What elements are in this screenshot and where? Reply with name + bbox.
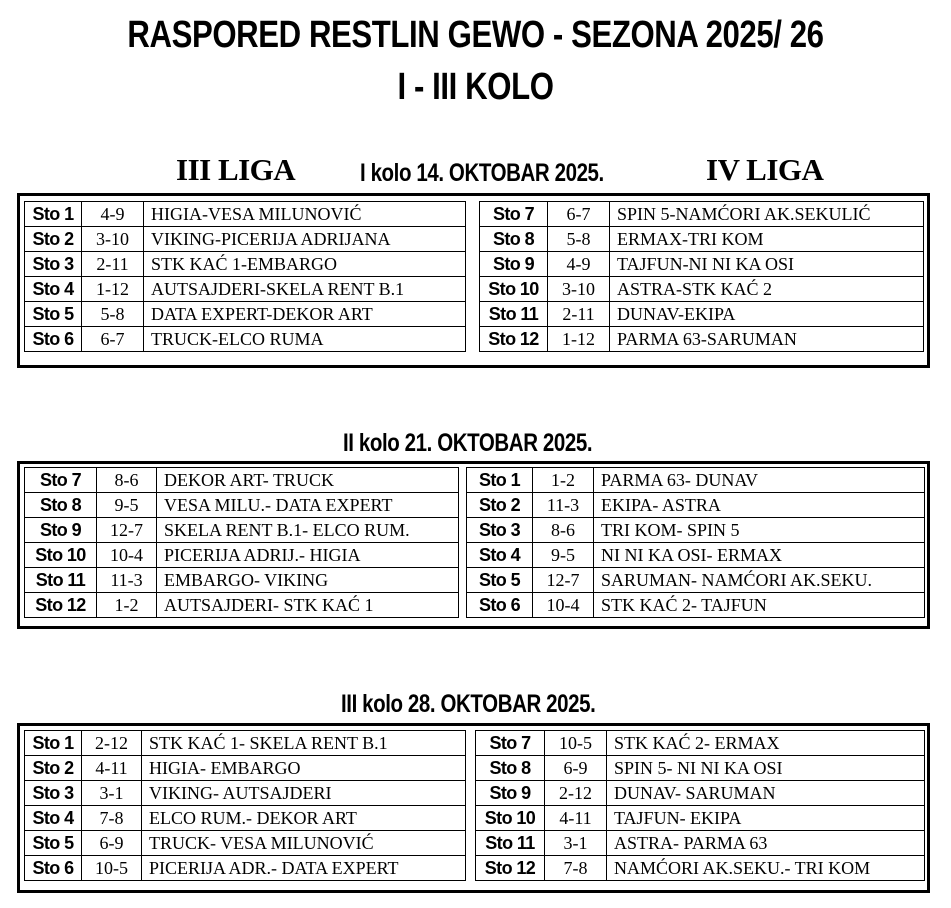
match-cell: SPIN 5- NI NI KA OSI (607, 756, 925, 781)
round-3-table (24, 730, 925, 881)
pairing-cell: 2-11 (82, 252, 144, 277)
pairing-cell: 1-2 (533, 468, 594, 493)
table-number-cell: Sto 5 (467, 568, 533, 593)
match-cell: AUTSAJDERI- STK KAĆ 1 (157, 593, 459, 618)
pairing-cell: 6-7 (82, 327, 144, 352)
table-number-cell: Sto 2 (25, 227, 82, 252)
match-cell: PICERIJA ADRIJ.- HIGIA (157, 543, 459, 568)
pairing-cell: 8-6 (97, 468, 157, 493)
pairing-cell: 3-10 (82, 227, 144, 252)
match-cell: TRUCK-ELCO RUMA (144, 327, 466, 352)
table-number-cell: Sto 12 (476, 856, 545, 881)
table-number-cell: Sto 6 (25, 327, 82, 352)
pairing-cell: 2-12 (82, 731, 142, 756)
match-cell: VESA MILU.- DATA EXPERT (157, 493, 459, 518)
table-number-cell: Sto 2 (467, 493, 533, 518)
pairing-cell: 1-2 (97, 593, 157, 618)
match-cell: PARMA 63- DUNAV (594, 468, 925, 493)
match-cell: VIKING-PICERIJA ADRIJANA (144, 227, 466, 252)
match-cell: AUTSAJDERI-SKELA RENT B.1 (144, 277, 466, 302)
column-divider (466, 302, 480, 327)
table-row (25, 468, 925, 493)
page-subtitle: I - III KOLO (397, 66, 554, 108)
pairing-cell: 10-4 (97, 543, 157, 568)
table-number-cell: Sto 11 (25, 568, 97, 593)
column-divider (466, 277, 480, 302)
round-3-title: III kolo 28. OKTOBAR 2025. (341, 690, 596, 718)
match-cell: SPIN 5-NAMĆORI AK.SEKULIĆ (610, 202, 924, 227)
match-cell: DUNAV- SARUMAN (607, 781, 925, 806)
table-row (25, 568, 925, 593)
table-number-cell: Sto 9 (476, 781, 545, 806)
table-number-cell: Sto 3 (25, 252, 82, 277)
pairing-cell: 9-5 (97, 493, 157, 518)
pairing-cell: 7-8 (545, 856, 607, 881)
table-row (25, 202, 924, 227)
column-divider (466, 731, 476, 756)
table-number-cell: Sto 10 (480, 277, 548, 302)
column-divider (466, 756, 476, 781)
match-cell: TRI KOM- SPIN 5 (594, 518, 925, 543)
table-number-cell: Sto 10 (25, 543, 97, 568)
pairing-cell: 10-4 (533, 593, 594, 618)
pairing-cell: 3-1 (82, 781, 142, 806)
table-number-cell: Sto 5 (25, 302, 82, 327)
round-1-table (24, 201, 924, 352)
pairing-cell: 4-9 (548, 252, 610, 277)
match-cell: PICERIJA ADR.- DATA EXPERT (142, 856, 466, 881)
column-divider (466, 831, 476, 856)
match-cell: TAJFUN- EKIPA (607, 806, 925, 831)
league-left-label: III LIGA (176, 152, 296, 187)
table-number-cell: Sto 1 (467, 468, 533, 493)
table-number-cell: Sto 5 (25, 831, 82, 856)
match-cell: DUNAV-EKIPA (610, 302, 924, 327)
pairing-cell: 4-9 (82, 202, 144, 227)
pairing-cell: 11-3 (97, 568, 157, 593)
table-number-cell: Sto 4 (467, 543, 533, 568)
column-divider (466, 252, 480, 277)
pairing-cell: 11-3 (533, 493, 594, 518)
table-row (25, 327, 924, 352)
table-row (25, 252, 924, 277)
match-cell: TAJFUN-NI NI KA OSI (610, 252, 924, 277)
table-row (25, 731, 925, 756)
pairing-cell: 6-9 (82, 831, 142, 856)
pairing-cell: 5-8 (548, 227, 610, 252)
table-number-cell: Sto 11 (480, 302, 548, 327)
match-cell: PARMA 63-SARUMAN (610, 327, 924, 352)
table-number-cell: Sto 4 (25, 277, 82, 302)
match-cell: DATA EXPERT-DEKOR ART (144, 302, 466, 327)
table-number-cell: Sto 10 (476, 806, 545, 831)
match-cell: NAMĆORI AK.SEKU.- TRI KOM (607, 856, 925, 881)
table-number-cell: Sto 7 (480, 202, 548, 227)
pairing-cell: 3-10 (548, 277, 610, 302)
table-row (25, 493, 925, 518)
column-divider (466, 227, 480, 252)
match-cell: ERMAX-TRI KOM (610, 227, 924, 252)
table-number-cell: Sto 7 (25, 468, 97, 493)
pairing-cell: 7-8 (82, 806, 142, 831)
column-divider (466, 781, 476, 806)
table-row (25, 593, 925, 618)
match-cell: TRUCK- VESA MILUNOVIĆ (142, 831, 466, 856)
match-cell: STK KAĆ 2- ERMAX (607, 731, 925, 756)
column-divider (466, 806, 476, 831)
pairing-cell: 2-11 (548, 302, 610, 327)
table-row (25, 806, 925, 831)
match-cell: HIGIA-VESA MILUNOVIĆ (144, 202, 466, 227)
table-number-cell: Sto 8 (25, 493, 97, 518)
table-number-cell: Sto 6 (25, 856, 82, 881)
table-row (25, 856, 925, 881)
match-cell: STK KAĆ 1-EMBARGO (144, 252, 466, 277)
column-divider (459, 568, 467, 593)
pairing-cell: 12-7 (533, 568, 594, 593)
table-row (25, 277, 924, 302)
match-cell: DEKOR ART- TRUCK (157, 468, 459, 493)
pairing-cell: 10-5 (545, 731, 607, 756)
column-divider (466, 856, 476, 881)
match-cell: SKELA RENT B.1- ELCO RUM. (157, 518, 459, 543)
table-number-cell: Sto 12 (480, 327, 548, 352)
match-cell: EMBARGO- VIKING (157, 568, 459, 593)
table-number-cell: Sto 6 (467, 593, 533, 618)
column-divider (459, 518, 467, 543)
match-cell: EKIPA- ASTRA (594, 493, 925, 518)
table-number-cell: Sto 1 (25, 731, 82, 756)
page-title: RASPORED RESTLIN GEWO - SEZONA 2025/ 26 (127, 14, 824, 56)
column-divider (459, 543, 467, 568)
table-number-cell: Sto 12 (25, 593, 97, 618)
table-row (25, 756, 925, 781)
match-cell: ELCO RUM.- DEKOR ART (142, 806, 466, 831)
match-cell: SARUMAN- NAMĆORI AK.SEKU. (594, 568, 925, 593)
round-1-title: I kolo 14. OKTOBAR 2025. (360, 159, 604, 187)
pairing-cell: 2-12 (545, 781, 607, 806)
column-divider (466, 202, 480, 227)
round-2-title: II kolo 21. OKTOBAR 2025. (343, 429, 593, 457)
table-row (25, 518, 925, 543)
table-number-cell: Sto 1 (25, 202, 82, 227)
pairing-cell: 4-11 (82, 756, 142, 781)
column-divider (459, 593, 467, 618)
table-number-cell: Sto 3 (25, 781, 82, 806)
table-row (25, 227, 924, 252)
column-divider (459, 493, 467, 518)
pairing-cell: 1-12 (548, 327, 610, 352)
column-divider (459, 468, 467, 493)
table-number-cell: Sto 9 (25, 518, 97, 543)
table-number-cell: Sto 11 (476, 831, 545, 856)
pairing-cell: 6-7 (548, 202, 610, 227)
match-cell: ASTRA-STK KAĆ 2 (610, 277, 924, 302)
table-row (25, 543, 925, 568)
round-2-table (24, 467, 925, 618)
pairing-cell: 4-11 (545, 806, 607, 831)
pairing-cell: 5-8 (82, 302, 144, 327)
table-row (25, 302, 924, 327)
table-number-cell: Sto 2 (25, 756, 82, 781)
table-number-cell: Sto 8 (480, 227, 548, 252)
pairing-cell: 12-7 (97, 518, 157, 543)
match-cell: VIKING- AUTSAJDERI (142, 781, 466, 806)
table-number-cell: Sto 4 (25, 806, 82, 831)
pairing-cell: 9-5 (533, 543, 594, 568)
table-number-cell: Sto 7 (476, 731, 545, 756)
table-number-cell: Sto 9 (480, 252, 548, 277)
pairing-cell: 8-6 (533, 518, 594, 543)
pairing-cell: 1-12 (82, 277, 144, 302)
match-cell: HIGIA- EMBARGO (142, 756, 466, 781)
match-cell: NI NI KA OSI- ERMAX (594, 543, 925, 568)
match-cell: ASTRA- PARMA 63 (607, 831, 925, 856)
match-cell: STK KAĆ 1- SKELA RENT B.1 (142, 731, 466, 756)
table-row (25, 831, 925, 856)
match-cell: STK KAĆ 2- TAJFUN (594, 593, 925, 618)
league-right-label: IV LIGA (706, 152, 824, 187)
table-row (25, 781, 925, 806)
column-divider (466, 327, 480, 352)
pairing-cell: 3-1 (545, 831, 607, 856)
table-number-cell: Sto 8 (476, 756, 545, 781)
pairing-cell: 10-5 (82, 856, 142, 881)
pairing-cell: 6-9 (545, 756, 607, 781)
table-number-cell: Sto 3 (467, 518, 533, 543)
